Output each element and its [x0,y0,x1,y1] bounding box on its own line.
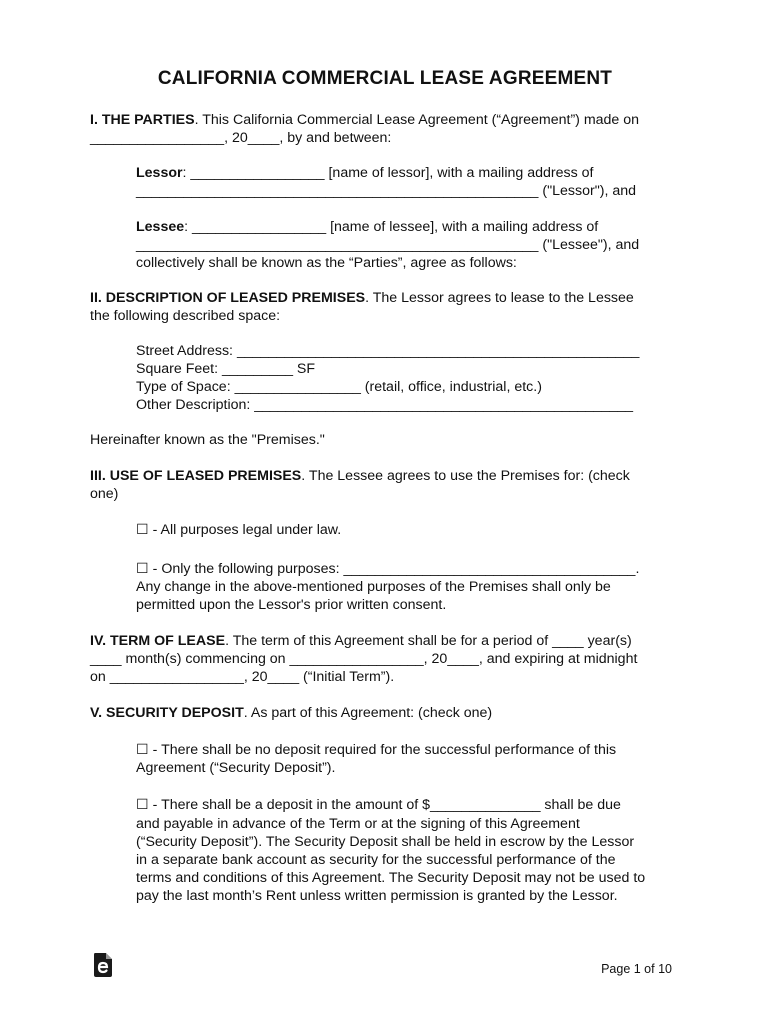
lessor-label: Lessor [136,165,183,181]
other-description-field: Other Description: ________________________________________________ [136,397,634,413]
street-address-field: Street Address: ___________________________________________________ [136,343,640,359]
premises-paragraph-line-1 [90,289,634,307]
deposit-text: . As part of this Agreement: (check one) [243,705,493,721]
lessor-line-2: ___________________________________________________ ("Lessor"), and [136,183,637,199]
deposit-option-amount-line-4: in a separate bank account as security for the successful performance of the [136,852,616,868]
hereinafter-premises: Hereinafter known as the "Premises." [90,432,325,448]
premises-text: . The Lessor agrees to lease to the Lessee [365,290,634,306]
use-option-following-line-3: permitted upon the Lessor's prior written consent. [136,597,447,613]
parties-heading: I. THE PARTIES [90,112,195,128]
use-option-following-purposes: ☐ - Only the following purposes: _____________________________________. [136,561,640,577]
deposit-option-amount-line-5: terms and conditions of this Agreement. The Security Deposit may not be used to [136,870,646,886]
term-heading: IV. TERM OF LEASE [90,633,226,649]
use-paragraph-line-1 [90,467,630,485]
deposit-option-amount-line-2: and payable in advance of the Term or at the signing of this Agreement [136,816,580,832]
deposit-option-amount: ☐ - There shall be a deposit in the amount of $______________ shall be due [136,797,621,813]
deposit-heading: V. SECURITY DEPOSIT [90,705,244,721]
use-option-following-line-2: Any change in the above-mentioned purposes of the Premises shall only be [136,579,611,595]
document-e-logo-icon [93,953,113,982]
use-text: . The Lessee agrees to use the Premises for: (check [301,468,630,484]
type-of-space-field: Type of Space: ________________ (retail, office, industrial, etc.) [136,379,542,395]
lessor-text: : _________________ [name of lessor], with a mailing address of [182,165,594,181]
use-paragraph-line-2: one) [90,486,119,502]
square-feet-field: Square Feet: _________ SF [136,361,316,377]
parties-text: . This California Commercial Lease Agreement (“Agreement”) made on [194,112,640,128]
term-text: . The term of this Agreement shall be for a period of ____ year(s) [225,633,632,649]
term-paragraph-line-2: ____ month(s) commencing on _________________, 20____, and expiring at midnight [90,651,638,667]
document-title: CALIFORNIA COMMERCIAL LEASE AGREEMENT [157,68,613,89]
term-paragraph-line-1 [90,632,632,650]
parties-paragraph-line-2: _________________, 20____, by and between: [90,130,392,146]
page-number: Page 1 of 10 [601,962,672,976]
use-option-all-purposes: ☐ - All purposes legal under law. [136,522,342,538]
lessee-line-1 [136,218,598,236]
lessee-text: : _________________ [name of lessee], with a mailing address of [184,219,599,235]
term-paragraph-line-3: on _________________, 20____ (“Initial Term”). [90,669,395,685]
use-heading: III. USE OF LEASED PREMISES [90,468,302,484]
lessee-label: Lessee [136,219,185,235]
parties-paragraph-line-1 [90,111,639,129]
premises-heading: II. DESCRIPTION OF LEASED PREMISES [90,290,366,306]
deposit-option-none: ☐ - There shall be no deposit required for the successful performance of this [136,742,617,758]
deposit-option-amount-line-3: (“Security Deposit”). The Security Deposit shall be held in escrow by the Lessor [136,834,635,850]
lessee-line-3: collectively shall be known as the “Parties”, agree as follows: [136,255,517,271]
lessee-line-2: ___________________________________________________ ("Lessee"), and [136,237,640,253]
deposit-option-amount-line-6: pay the last month’s Rent unless written permission is granted by the Lessor. [136,888,618,904]
deposit-option-none-line-2: Agreement (“Security Deposit”). [136,760,336,776]
lessor-line-1 [136,164,593,182]
premises-paragraph-line-2: the following described space: [90,308,281,324]
deposit-paragraph-line-1 [90,704,492,722]
